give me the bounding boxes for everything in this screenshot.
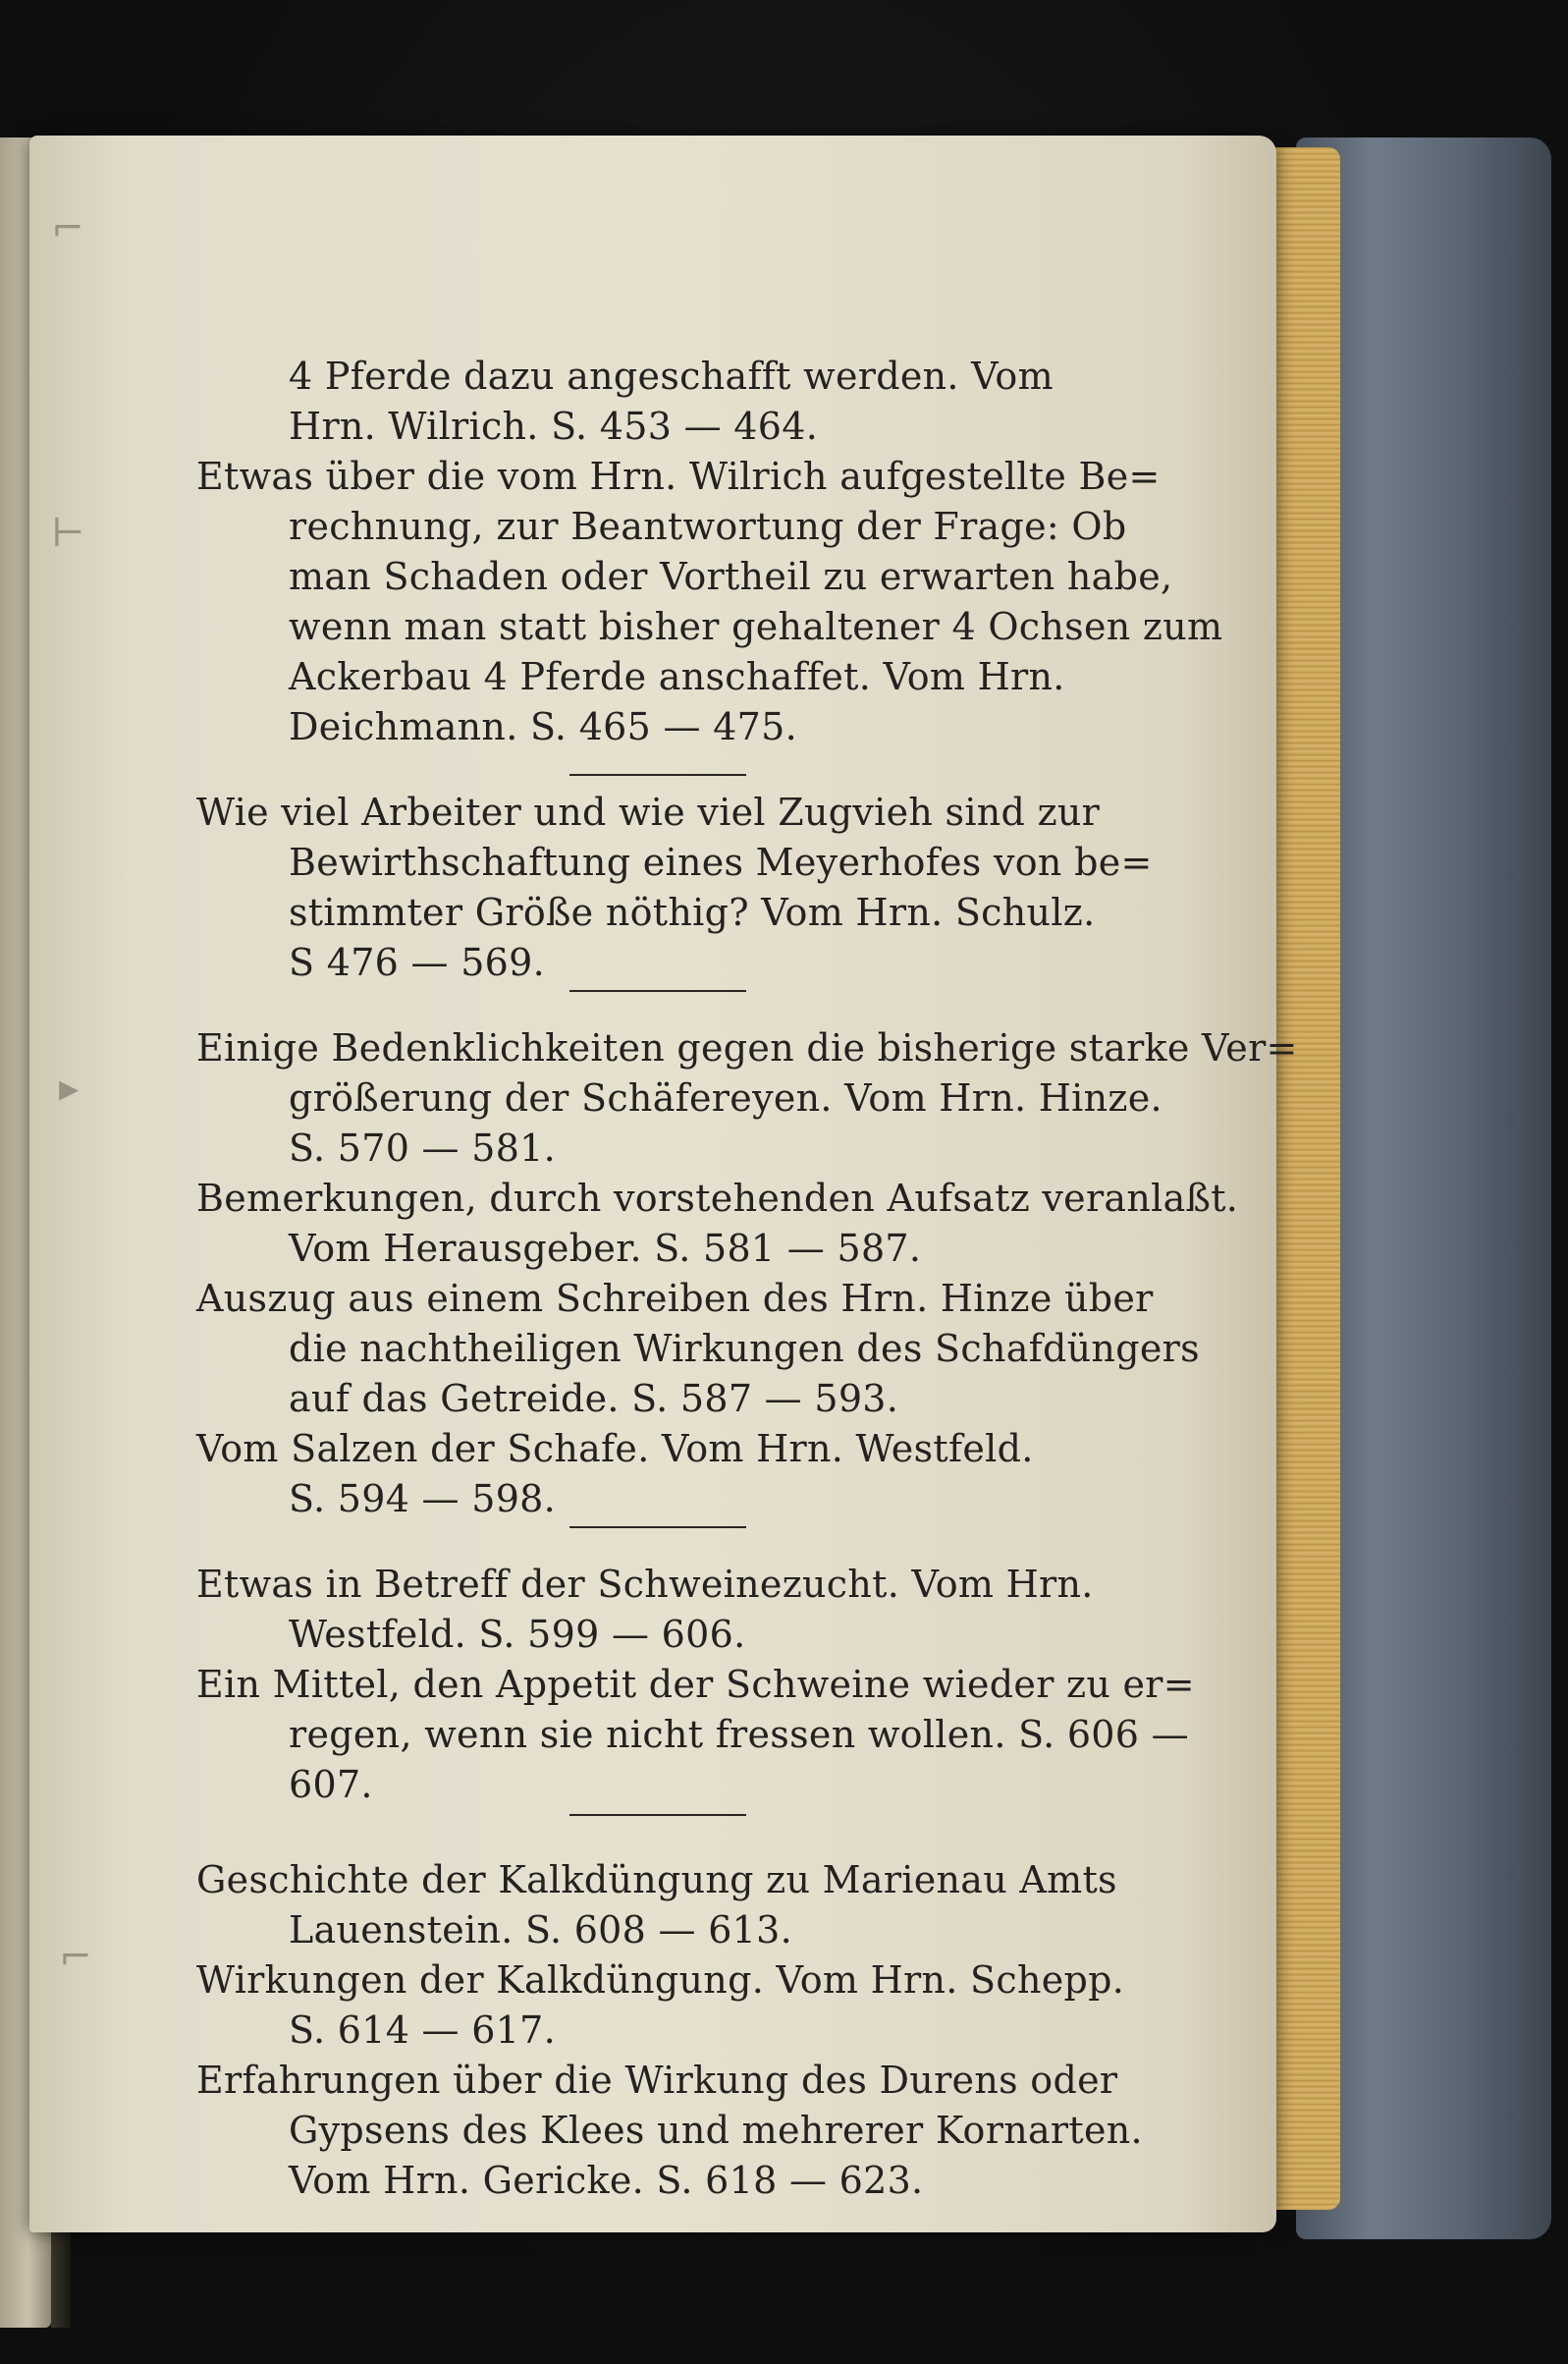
margin-tick-mark: ⊢ (51, 511, 85, 556)
toc-entry-line: Vom Salzen der Schafe. Vom Hrn. Westfeld. (196, 1427, 1034, 1470)
margin-tick-mark: ⌐ (51, 206, 84, 251)
section-separator (196, 1810, 1080, 1824)
toc-entry-line: größerung der Schäfereyen. Vom Hrn. Hinze. (289, 1076, 1162, 1120)
toc-entry-line: auf das Getreide. S. 587 — 593. (289, 1377, 899, 1420)
toc-entry-line: S. 594 — 598. (289, 1477, 557, 1520)
toc-entry-line: Etwas in Betreff der Schweinezucht. Vom Hrn. (196, 1563, 1094, 1606)
toc-entry-line: Erfahrungen über die Wirkung des Durens oder (196, 2059, 1118, 2102)
toc-entry-line: man Schaden oder Vortheil zu erwarten habe, (289, 555, 1173, 598)
toc-entry-line: S. 614 — 617. (289, 2008, 557, 2052)
toc-entry-line: Wirkungen der Kalkdüngung. Vom Hrn. Schepp. (196, 1958, 1125, 2002)
toc-entry-line: stimmter Größe nöthig? Vom Hrn. Schulz. (289, 891, 1096, 934)
toc-entry-line: Hrn. Wilrich. S. 453 — 464. (289, 405, 819, 448)
toc-entry-line: S 476 — 569. (289, 941, 546, 984)
toc-entry-line: Einige Bedenklichkeiten gegen die bisherige starke Ver= (196, 1026, 1298, 1070)
toc-entry-line: Deichmann. S. 465 — 475. (289, 705, 797, 748)
section-separator (196, 774, 1080, 788)
toc-entry-line: Bemerkungen, durch vorstehenden Aufsatz veranlaßt. (196, 1177, 1239, 1220)
toc-entry-line: Westfeld. S. 599 — 606. (289, 1613, 746, 1656)
toc-entry-line: Ackerbau 4 Pferde anschaffet. Vom Hrn. (289, 655, 1065, 698)
toc-entry-line: Geschichte der Kalkdüngung zu Marienau Amts (196, 1858, 1117, 1901)
toc-entry-line: Bewirthschaftung eines Meyerhofes von be= (289, 841, 1153, 884)
toc-entry-line: Auszug aus einem Schreiben des Hrn. Hinze über (196, 1277, 1154, 1320)
toc-entry-line: die nachtheiligen Wirkungen des Schafdüngers (289, 1327, 1200, 1370)
toc-entry-line: rechnung, zur Beantwortung der Frage: Ob (289, 505, 1127, 548)
section-separator (196, 988, 1080, 1002)
toc-entry-line: regen, wenn sie nicht fressen wollen. S. 606 — (289, 1713, 1189, 1756)
margin-arrow-mark: ▸ (59, 1066, 80, 1111)
margin-tick-mark: ⌐ (59, 1935, 92, 1980)
table-of-contents (196, 352, 1298, 2206)
toc-entry-line: Wie viel Arbeiter und wie viel Zugvieh sind zur (196, 791, 1101, 834)
toc-entry-line: Etwas über die vom Hrn. Wilrich aufgestellte Be= (196, 455, 1161, 498)
toc-entry-line: Ein Mittel, den Appetit der Schweine wieder zu er= (196, 1663, 1195, 1706)
toc-entry-line: 607. (289, 1763, 373, 1806)
section-separator (196, 1524, 1080, 1538)
toc-entry-line: Lauenstein. S. 608 — 613. (289, 1908, 793, 1952)
toc-entry-line: Gypsens des Klees und mehrerer Kornarten. (289, 2109, 1143, 2152)
toc-entry-line: Vom Hrn. Gericke. S. 618 — 623. (289, 2159, 924, 2202)
toc-entry-line: 4 Pferde dazu angeschafft werden. Vom (289, 355, 1054, 398)
toc-entry-line: wenn man statt bisher gehaltener 4 Ochsen zum (289, 605, 1223, 648)
toc-entry-line: S. 570 — 581. (289, 1127, 557, 1170)
toc-entry-line: Vom Herausgeber. S. 581 — 587. (289, 1227, 922, 1270)
